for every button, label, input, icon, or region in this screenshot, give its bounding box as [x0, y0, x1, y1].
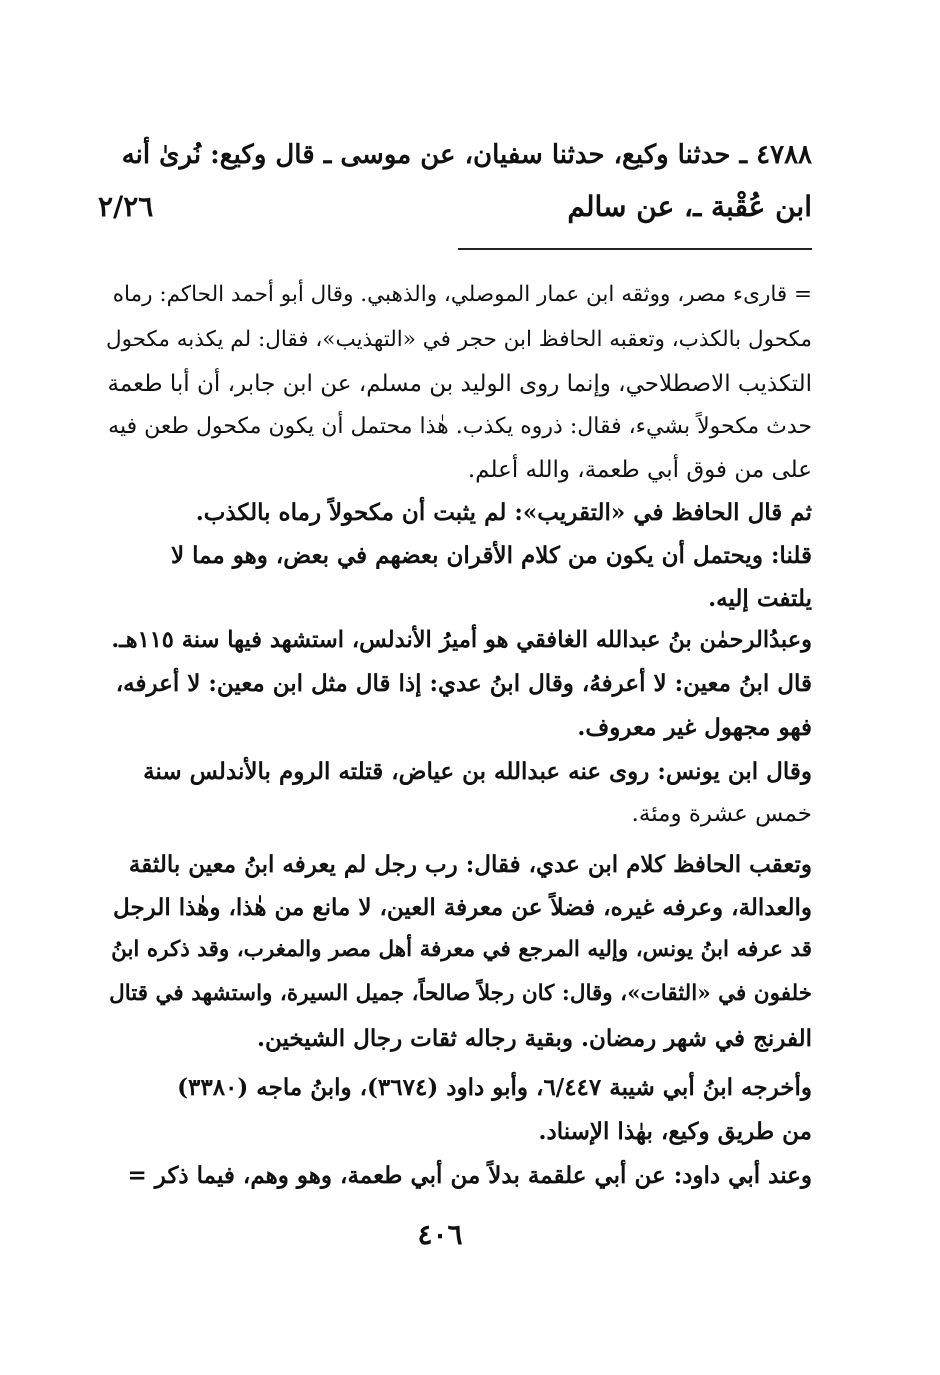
- footnote-line: خلفون في «الثقات»، وقال: كان رجلاً صالحاً، جميل السيرة، واستشهد في قتال: [109, 981, 812, 1006]
- footnote-line: الفرنج في شهر رمضان. وبقية رجاله ثقات رجال الشيخين.: [256, 1025, 812, 1052]
- footnote-line: وتعقب الحافظ كلام ابن عدي، فقال: رب رجل لم يعرفه ابنُ معين بالثقة: [128, 851, 812, 878]
- hadith-line-1: ٤٧٨٨ ـ حدثنا وكيع، حدثنا سفيان، عن موسى ـ قال وكيع: نُرىٰ أنه: [121, 140, 812, 170]
- page-number: ٤٠٦: [417, 1218, 463, 1251]
- footnote-line: وعبدُالرحمٰن بنُ عبدالله الغافقي هو أميرُ الأندلس، استشهد فيها سنة ١١٥هـ.: [111, 627, 812, 653]
- footnote-line: قلنا: ويحتمل أن يكون من كلام الأقران بعضهم في بعض، وهو مما لا: [171, 542, 812, 569]
- footnote-line: خمس عشرة ومئة.: [631, 801, 812, 827]
- footnote-line: من طريق وكيع، بهٰذا الإسناد.: [538, 1118, 812, 1145]
- footnote-line: ثم قال الحافظ في «التقريب»: لم يثبت أن مكحولاً رماه بالكذب.: [195, 499, 812, 526]
- footnote-line: وعند أبي داود: عن أبي علقمة بدلاً من أبي طعمة، وهو وهم، فيما ذكر =: [127, 1162, 812, 1189]
- footnote-line: قال ابنُ معين: لا أعرفهُ، وقال ابنُ عدي: إذا قال مثل ابن معين: لا أعرفه،: [115, 670, 812, 697]
- footnote-line: وأخرجه ابنُ أبي شيبة ٦/٤٤٧، وأبو داود (٣٦٧٤)، وابنُ ماجه (٣٣٨٠): [177, 1074, 812, 1101]
- footnote-line: التكذيب الاصطلاحي، وإنما روى الوليد بن مسلم، عن ابن جابر، أن أبا طعمة: [107, 371, 812, 397]
- footnote-line: مكحول بالكذب، وتعقبه الحافظ ابن حجر في «التهذيب»، فقال: لم يكذبه مكحول: [105, 327, 812, 352]
- footnote-line: يلتفت إليه.: [708, 585, 812, 612]
- footnote-line: وقال ابن يونس: روى عنه عبدالله بن عياض، قتلته الروم بالأندلس سنة: [143, 758, 812, 785]
- footnote-line: حدث مكحولاً بشيء، فقال: ذروه يكذب. هٰذا محتمل أن يكون مكحول طعن فيه: [108, 414, 812, 439]
- footnote-line: فهو مجهول غير معروف.: [577, 714, 812, 741]
- footnote-separator: [458, 248, 812, 250]
- footnote-line: قد عرفه ابنُ يونس، وإليه المرجع في معرفة أهل مصر والمغرب، وقد ذكره ابنُ: [111, 937, 812, 962]
- hadith-line-2: ابن عُقْبة ـ، عن سالم: [567, 190, 812, 223]
- footnote-line: = قارىء مصر، ووثقه ابن عمار الموصلي، والذهبي. وقال أبو أحمد الحاكم: رماه: [112, 282, 812, 307]
- footnote-line: والعدالة، وعرفه غيره، فضلاً عن معرفة العين، لا مانع من هٰذا، وهٰذا الرجل: [113, 894, 812, 921]
- margin-reference: ٢/٢٦: [98, 190, 154, 223]
- footnote-line: على من فوق أبي طعمة، والله أعلم.: [467, 457, 812, 483]
